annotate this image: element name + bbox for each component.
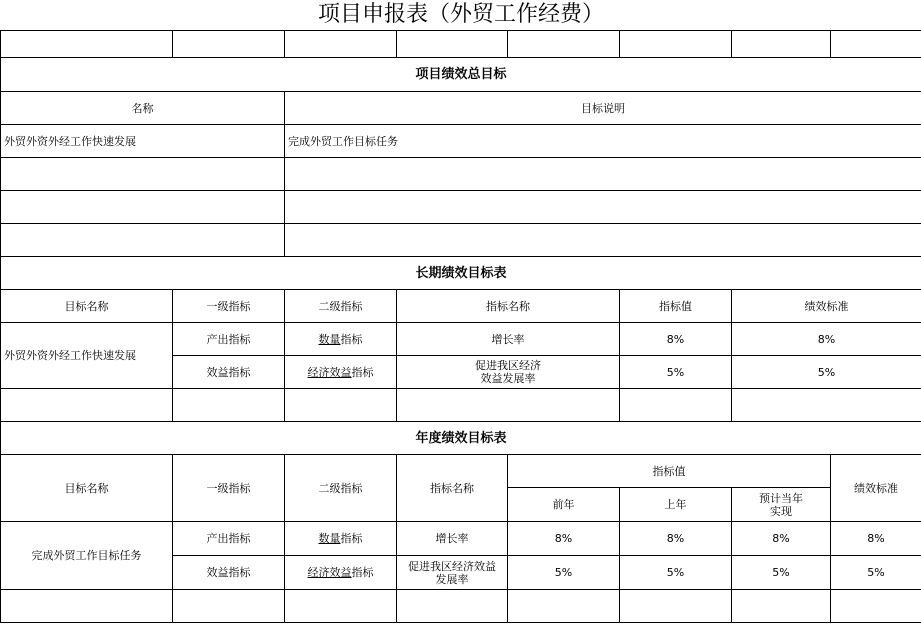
annual-header-level2: 二级指标 — [285, 455, 397, 522]
annual-header-value: 指标值 — [508, 455, 831, 488]
annual-standard: 5% — [831, 556, 921, 590]
long-indicator: 增长率 — [397, 323, 620, 356]
table-row — [1, 125, 921, 158]
long-header-level1: 一级指标 — [173, 290, 285, 323]
annual-standard: 8% — [831, 522, 921, 556]
annual-header-row — [1, 455, 921, 488]
long-header-indicator: 指标名称 — [397, 290, 620, 323]
blank-row — [1, 590, 921, 623]
annual-header-expected: 预计当年 实现 — [732, 488, 831, 522]
overall-goal-name: 外贸外资外经工作快速发展 — [1, 125, 285, 158]
table-row — [1, 522, 921, 556]
blank-row — [1, 31, 921, 58]
section-long-term: 长期绩效目标表 — [1, 257, 921, 290]
long-level2: 经济效益指标 — [285, 356, 397, 389]
blank-row — [1, 389, 921, 422]
long-standard: 8% — [732, 323, 921, 356]
long-header-row — [1, 290, 921, 323]
annual-level1: 产出指标 — [173, 522, 285, 556]
annual-last: 5% — [620, 556, 732, 590]
annual-expected: 5% — [732, 556, 831, 590]
blank-row — [1, 191, 921, 224]
annual-header-indicator: 指标名称 — [397, 455, 508, 522]
annual-header-target: 目标名称 — [1, 455, 173, 522]
annual-prev: 8% — [508, 522, 620, 556]
table-row — [1, 323, 921, 356]
long-header-standard: 绩效标准 — [732, 290, 921, 323]
blank-row — [1, 224, 921, 257]
annual-header-standard: 绩效标准 — [831, 455, 921, 522]
overall-header-name: 名称 — [1, 92, 285, 125]
section-overall-goal: 项目绩效总目标 — [1, 58, 921, 92]
long-indicator: 促进我区经济 效益发展率 — [397, 356, 620, 389]
overall-header-desc: 目标说明 — [285, 92, 921, 125]
long-header-level2: 二级指标 — [285, 290, 397, 323]
long-value: 5% — [620, 356, 732, 389]
long-target-name: 外贸外资外经工作快速发展 — [1, 323, 173, 389]
annual-header-last: 上年 — [620, 488, 732, 522]
blank-row — [1, 158, 921, 191]
section-annual: 年度绩效目标表 — [1, 422, 921, 455]
long-level2: 数量指标 — [285, 323, 397, 356]
annual-level2: 数量指标 — [285, 522, 397, 556]
annual-expected: 8% — [732, 522, 831, 556]
annual-header-prev: 前年 — [508, 488, 620, 522]
long-header-value: 指标值 — [620, 290, 732, 323]
long-level1: 产出指标 — [173, 323, 285, 356]
page-title: 项目申报表（外贸工作经费） — [1, 0, 921, 31]
overall-goal-desc: 完成外贸工作目标任务 — [285, 125, 921, 158]
long-header-target: 目标名称 — [1, 290, 173, 323]
annual-last: 8% — [620, 522, 732, 556]
annual-indicator: 增长率 — [397, 522, 508, 556]
long-standard: 5% — [732, 356, 921, 389]
annual-indicator: 促进我区经济效益 发展率 — [397, 556, 508, 590]
long-value: 8% — [620, 323, 732, 356]
annual-target-name: 完成外贸工作目标任务 — [1, 522, 173, 590]
annual-header-level1: 一级指标 — [173, 455, 285, 522]
annual-level1: 效益指标 — [173, 556, 285, 590]
annual-prev: 5% — [508, 556, 620, 590]
annual-level2: 经济效益指标 — [285, 556, 397, 590]
long-level1: 效益指标 — [173, 356, 285, 389]
